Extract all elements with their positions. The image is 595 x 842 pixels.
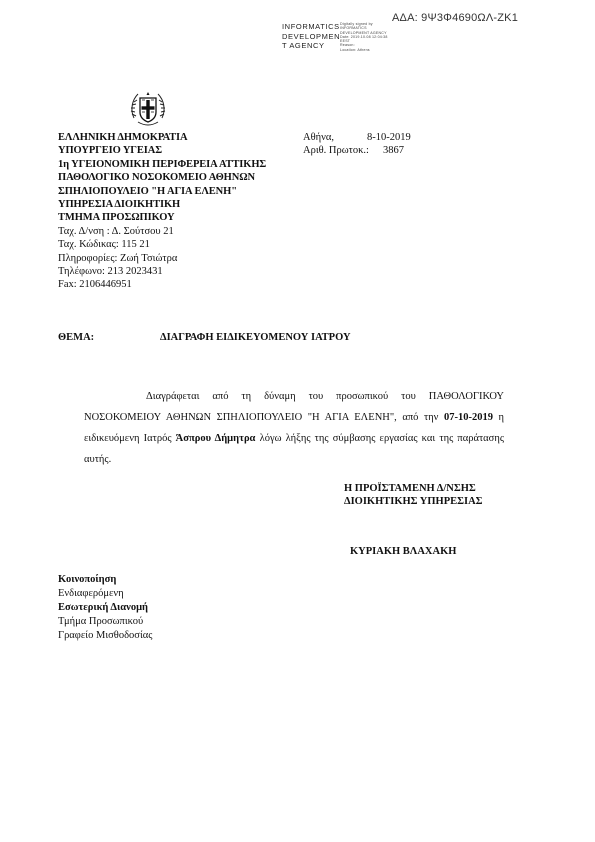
signature-agency-name bbox=[282, 22, 340, 51]
internal-item: Γραφείο Μισθοδοσίας bbox=[58, 630, 153, 641]
issuer-line: ΕΛΛΗΝΙΚΗ ΔΗΜΟΚΡΑΤΙΑ bbox=[58, 132, 188, 143]
issuer-line: ΥΠΟΥΡΓΕΙΟ ΥΓΕΙΑΣ bbox=[58, 145, 163, 157]
issuer-line: ΣΠΗΛΙΟΠΟΥΛΕΙΟ "Η ΑΓΙΑ ΕΛΕΝΗ" bbox=[58, 185, 237, 197]
issuer-line: ΠΑΘΟΛΟΓΙΚΟ ΝΟΣΟΚΟΜΕΙΟ ΑΘΗΝΩΝ bbox=[58, 172, 256, 184]
issuer-line: ΥΠΗΡΕΣΙΑ ΔΙΟΙΚΗΤΙΚΗ bbox=[58, 199, 181, 211]
signature-detail-line: Reason: bbox=[340, 43, 355, 48]
subject-label: ΘΕΜΑ: bbox=[58, 332, 95, 343]
contact-line: Πληροφορίες: Ζωή Τσιώτρα bbox=[58, 252, 178, 264]
body-paragraph bbox=[84, 386, 504, 470]
body-text-part2: η ειδικευόμενη Ιατρός bbox=[84, 412, 505, 444]
signature-detail-line: INFORMATICS bbox=[340, 26, 367, 31]
greek-emblem-icon bbox=[126, 88, 170, 132]
signature-details bbox=[340, 22, 388, 52]
protocol-label: Αριθ. Πρωτοκ.: bbox=[303, 145, 369, 157]
signature-detail-line: Digitally signed by bbox=[340, 22, 373, 26]
signatory-role bbox=[344, 482, 483, 508]
signature-detail-line: Location: Athens bbox=[340, 47, 370, 52]
signature-detail-line: EEST bbox=[340, 39, 351, 44]
agency-line: INFORMATICS bbox=[282, 22, 340, 31]
subject-text: ΔΙΑΓΡΑΦΗ ΕΙΔΙΚΕΥΟΜΕΝΟΥ ΙΑΤΡΟΥ bbox=[160, 332, 351, 343]
ada-stamp: ΑΔΑ: 9Ψ3Φ4690ΩΛ-ΖΚ1 bbox=[392, 12, 519, 24]
signatory-role-line: ΔΙΟΙΚΗΤΙΚΗΣ ΥΠΗΡΕΣΙΑΣ bbox=[344, 496, 483, 507]
internal-item: Τμήμα Προσωπικού bbox=[58, 616, 144, 627]
signatory-role-line: Η ΠΡΟΪΣΤΑΜΕΝΗ Δ/ΝΣΗΣ bbox=[344, 483, 476, 494]
contact-line: Fax: 2106446951 bbox=[58, 279, 132, 291]
signature-detail-line: DEVELOPMENT AGENCY bbox=[340, 30, 387, 35]
issuer-header bbox=[58, 131, 266, 292]
contact-line: Τηλέφωνο: 213 2023431 bbox=[58, 266, 163, 278]
body-date: 07-10-2019 bbox=[443, 412, 493, 423]
notify-label: Κοινοποίηση bbox=[58, 574, 117, 585]
signature-detail-line: Date: 2019.10.08 12:04:38 bbox=[340, 34, 388, 39]
issuer-line: 1η ΥΓΕΙΟΝΟΜΙΚΗ ΠΕΡΙΦΕΡΕΙΑ ΑΤΤΙΚΗΣ bbox=[58, 158, 267, 170]
contact-line: Ταχ. Κώδικας: 115 21 bbox=[58, 239, 150, 251]
internal-label: Εσωτερική Διανομή bbox=[58, 602, 148, 613]
protocol-number: 3867 bbox=[383, 145, 404, 157]
agency-line: DEVELOPMEN bbox=[282, 31, 341, 41]
doctor-name: Άσπρου Δήμητρα bbox=[175, 433, 256, 444]
subject-line bbox=[58, 332, 351, 343]
place-date-block bbox=[303, 131, 411, 158]
document-date: 8-10-2019 bbox=[367, 132, 411, 143]
issuer-line: ΤΜΗΜΑ ΠΡΟΣΩΠΙΚΟΥ bbox=[58, 212, 175, 224]
contact-line: Ταχ. Δ/νση : Δ. Σούτσου 21 bbox=[58, 225, 174, 237]
body-text-part1: Διαγράφεται από τη δύναμη του προσωπικού του ΠΑΘΟΛΟΓΙΚΟΥ ΝΟΣΟΚΟΜΕΙΟΥ ΑΘΗΝΩΝ ΣΠΗΛΙΟΠΟΥΛΕΙΟ "Η ΑΓΙΑ ΕΛΕΝΗ", από την bbox=[84, 391, 504, 423]
agency-line: T AGENCY bbox=[282, 41, 325, 50]
body-text-part3: λόγω λήξης της σύμβασης εργασίας και της παράτασης αυτής. bbox=[84, 433, 504, 465]
signatory-name: ΚΥΡΙΑΚΗ ΒΛΑΧΑΚΗ bbox=[350, 546, 457, 557]
city: Αθήνα, bbox=[303, 132, 334, 143]
distribution-block bbox=[58, 573, 152, 643]
notify-item: Ενδιαφερόμενη bbox=[58, 588, 124, 599]
